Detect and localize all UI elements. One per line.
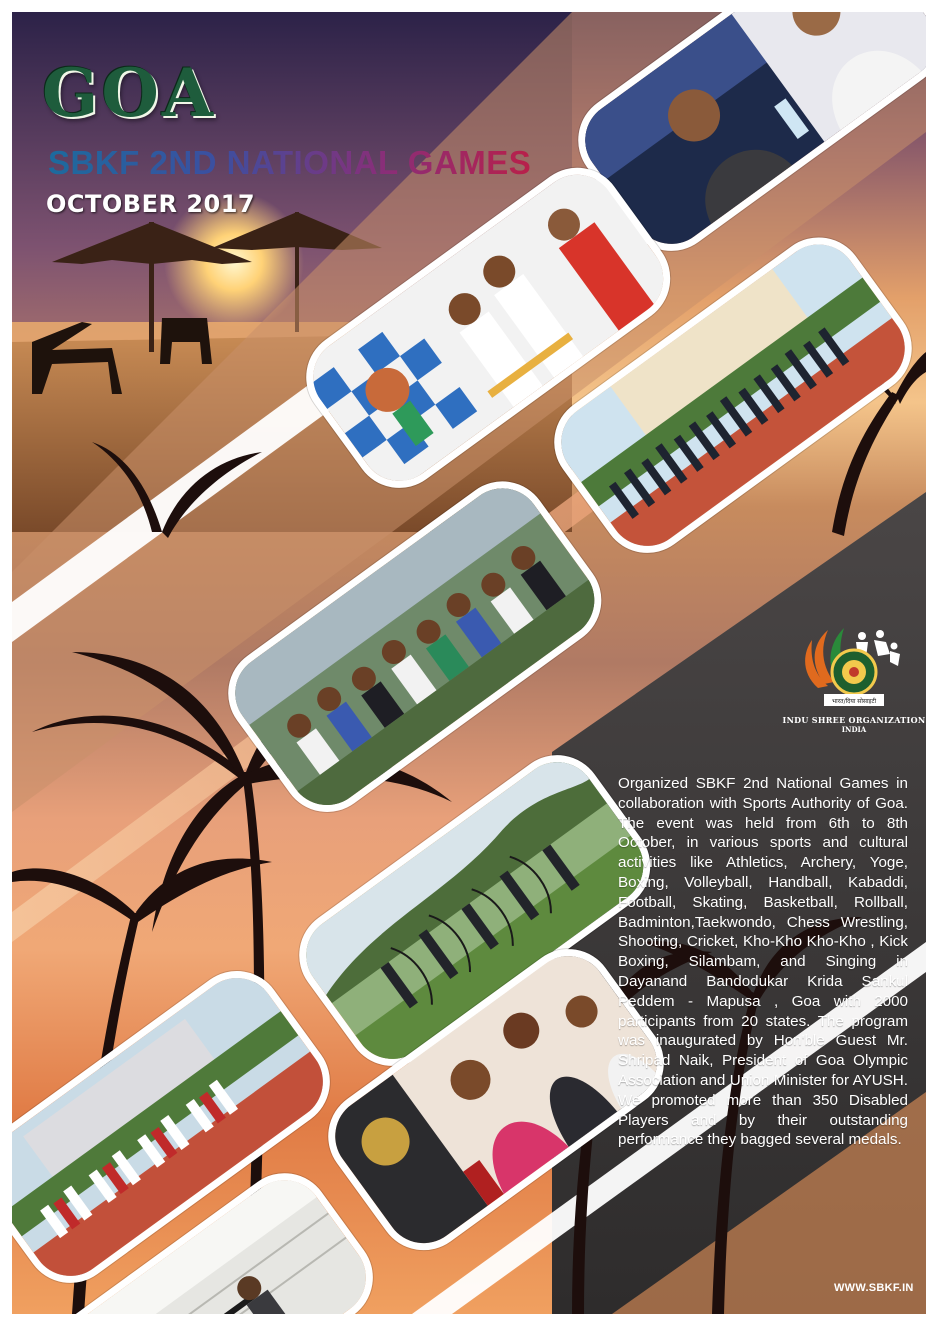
event-name-heading: [48, 144, 531, 182]
indu-shree-emblem-icon: [804, 624, 904, 708]
svg-text:भारत/दिया सोसाइटी: [832, 697, 877, 705]
organization-name: INDU SHREE ORGANIZATION: [782, 715, 926, 725]
website-link[interactable]: WWW.SBKF.IN: [834, 1282, 914, 1294]
event-name-text: SBKF 2ND NATIONAL GAMES: [48, 144, 532, 181]
event-date: OCTOBER 2017: [46, 190, 256, 218]
event-description: Organized SBKF 2nd National Games in collaboration with Sports Authority of Goa. The event was held from 6th to 8th October, in various sports and cultural activities like Athletics, Archery, Yoge, Boxing, Volleyball, Handball, Kabaddi, Football, Skating, Basketball, Rollball, Badminton,Taekwondo, Chess Wrestling, Shooting, Cricket, Kho-Kho Kho-Kho , Kick Boxing, Silambam, and Singing in Dayanand Bandodukar Krida Sankul Peddem - Mapusa , Goa with 2000 participants from 20 states. The program was inaugurated by Hon'ble Guest Mr. Shripad Naik, President of Goa Olympic Association and Union Minister for AYUSH. We promoted more than 350 Disabled Players and by their outstanding performance they bagged several medals.: [618, 775, 908, 1149]
emblem-text: भारत/दिया सोसाइटी: [831, 698, 877, 705]
organization-country: INDIA: [841, 725, 867, 734]
organization-logo: [780, 624, 926, 734]
event-location-title: GOA: [42, 54, 217, 132]
poster-background: [12, 12, 926, 1314]
